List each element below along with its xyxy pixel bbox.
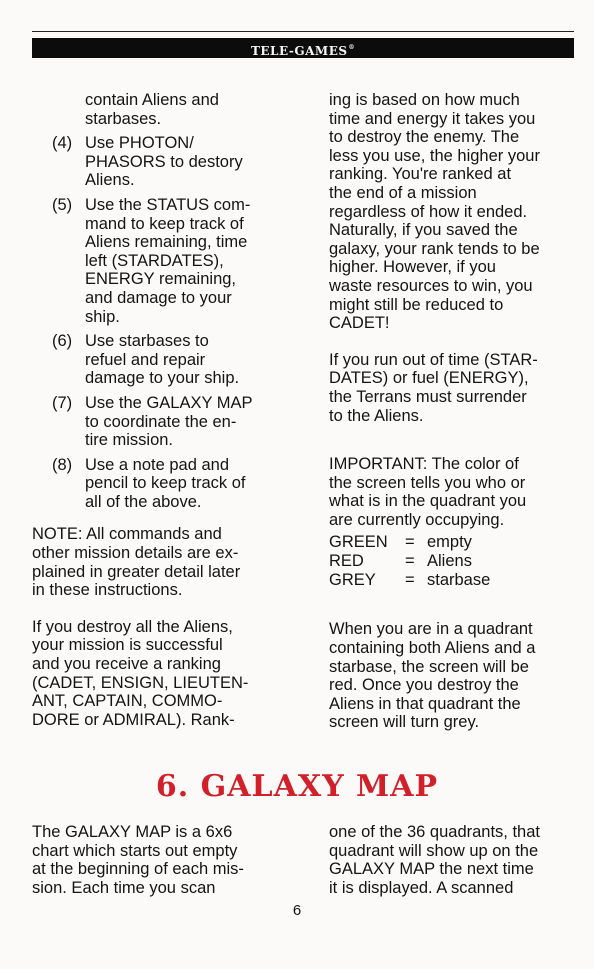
equals-sign: = xyxy=(405,552,415,571)
galaxy-map-paragraph-right xyxy=(329,823,579,897)
right-column xyxy=(329,91,579,732)
text-line: quadrant will show up on the xyxy=(329,841,539,860)
text-line: what is in the quadrant you xyxy=(329,492,527,511)
text-line: Use PHOTON/ xyxy=(85,134,194,153)
text-line: (CADET, ENSIGN, LIEUTEN- xyxy=(32,673,249,692)
text-line: DATES) or fuel (ENERGY), xyxy=(329,369,529,388)
list-number: (5) xyxy=(52,195,73,214)
text-line: damage to your ship. xyxy=(85,369,240,388)
text-line: The GALAXY MAP is a 6x6 xyxy=(32,823,233,841)
brand-name: TELE-GAMES xyxy=(250,44,348,58)
text-line: red. Once you destroy the xyxy=(329,676,519,695)
text-line: time and energy it takes you xyxy=(329,109,536,128)
list-item xyxy=(32,196,282,326)
text-line: Naturally, if you saved the xyxy=(329,221,518,240)
galaxy-map-paragraph-left xyxy=(32,823,282,897)
text-line: ENERGY remaining, xyxy=(85,270,237,289)
text-line: your mission is successful xyxy=(32,636,223,655)
text-line: regardless of how it ended. xyxy=(329,202,528,221)
color-name: RED xyxy=(329,552,364,571)
text-line: Use the STATUS com- xyxy=(85,195,251,214)
header-rule xyxy=(32,31,574,32)
text-line: Aliens remaining, time xyxy=(85,233,248,252)
equals-sign: = xyxy=(405,533,415,552)
text-line: Use a note pad and xyxy=(85,455,230,474)
ranking-paragraph xyxy=(32,618,282,730)
text-line: other mission details are ex- xyxy=(32,544,239,563)
list-body xyxy=(85,332,282,388)
color-name: GREY xyxy=(329,571,376,590)
equals-sign: = xyxy=(405,571,415,590)
text-line: If you run out of time (STAR- xyxy=(329,350,538,369)
text-line: one of the 36 quadrants, that xyxy=(329,823,540,841)
text-line: to destroy the enemy. The xyxy=(329,128,520,147)
list-number: (6) xyxy=(52,332,73,351)
text-line: the screen tells you who or xyxy=(329,473,526,492)
text-line: IMPORTANT: The color of xyxy=(329,455,519,474)
list-body xyxy=(85,134,282,190)
text-line: GALAXY MAP the next time xyxy=(329,860,534,879)
text-line: tire mission. xyxy=(85,431,174,450)
list-number: (4) xyxy=(52,134,73,153)
section-title: 6. GALAXY MAP xyxy=(155,769,439,804)
list-item xyxy=(32,134,282,190)
text-line: ANT, CAPTAIN, COMMO- xyxy=(32,692,223,711)
color-meaning: empty xyxy=(427,533,472,552)
color-legend-row xyxy=(329,552,579,571)
text-line: sion. Each time you scan xyxy=(32,878,216,897)
color-meaning: Aliens xyxy=(427,552,472,571)
text-line: at the beginning of each mis- xyxy=(32,860,244,879)
list-item xyxy=(32,394,282,450)
header-bar xyxy=(32,38,574,58)
text-line: the end of a mission xyxy=(329,183,477,202)
list-body xyxy=(85,196,282,326)
list-item xyxy=(32,332,282,388)
color-name: GREEN xyxy=(329,533,388,552)
ranking-continued-paragraph xyxy=(329,91,579,333)
text-line: galaxy, your rank tends to be xyxy=(329,239,540,258)
screen-color-legend xyxy=(329,533,579,590)
text-line: plained in greater detail later xyxy=(32,562,241,581)
text-line: less you use, the higher your xyxy=(329,146,540,165)
text-line: refuel and repair xyxy=(85,350,206,369)
text-line: If you destroy all the Aliens, xyxy=(32,617,233,636)
important-paragraph xyxy=(329,455,579,529)
surrender-paragraph xyxy=(329,351,579,425)
text-line: pencil to keep track of xyxy=(85,474,246,493)
text-line: in these instructions. xyxy=(32,581,183,600)
text-line: ing is based on how much xyxy=(329,91,520,109)
list-body xyxy=(85,456,282,512)
color-legend-row xyxy=(329,533,579,552)
text-line: the Terrans must surrender xyxy=(329,387,527,406)
page-number: 6 xyxy=(292,902,302,919)
text-line: NOTE: All commands and xyxy=(32,525,222,544)
text-line: Use the GALAXY MAP xyxy=(85,393,253,412)
text-line: and you receive a ranking xyxy=(32,655,221,674)
text-line: PHASORS to destory xyxy=(85,152,243,171)
text-line: Use starbases to xyxy=(85,332,209,351)
text-line: all of the above. xyxy=(85,492,202,511)
color-meaning: starbase xyxy=(427,571,491,590)
list-number: (7) xyxy=(52,393,73,412)
text-line: higher. However, if you xyxy=(329,258,496,277)
quadrant-paragraph xyxy=(329,620,579,732)
text-line: starbase, the screen will be xyxy=(329,657,529,676)
left-column xyxy=(32,91,282,729)
text-line: mand to keep track of xyxy=(85,214,244,233)
text-line: Aliens. xyxy=(85,171,135,190)
text-line: and damage to your xyxy=(85,288,232,307)
text-line: chart which starts out empty xyxy=(32,841,238,860)
list-number: (8) xyxy=(52,455,73,474)
text-line: to coordinate the en- xyxy=(85,412,237,431)
text-line: ship. xyxy=(85,307,120,326)
intro-line: starbases. xyxy=(85,109,162,128)
text-line: are currently occupying. xyxy=(329,510,505,529)
intro-line: contain Aliens and xyxy=(85,91,219,109)
text-line: DORE or ADMIRAL). Rank- xyxy=(32,710,235,729)
registered-mark: ® xyxy=(348,44,356,51)
text-line: left (STARDATES), xyxy=(85,251,224,270)
text-line: When you are in a quadrant xyxy=(329,620,533,639)
text-line: ranking. You're ranked at xyxy=(329,165,512,184)
text-line: CADET! xyxy=(329,314,390,333)
color-legend-row xyxy=(329,571,579,590)
text-line: might still be reduced to xyxy=(329,295,504,314)
text-line: it is displayed. A scanned xyxy=(329,878,514,897)
text-line: to the Aliens. xyxy=(329,406,424,425)
list-body xyxy=(85,394,282,450)
note-paragraph xyxy=(32,525,282,599)
text-line: waste resources to win, you xyxy=(329,276,533,295)
text-line: containing both Aliens and a xyxy=(329,639,536,658)
text-line: Aliens in that quadrant the xyxy=(329,694,521,713)
list-item xyxy=(32,456,282,512)
text-line: screen will turn grey. xyxy=(329,713,480,732)
